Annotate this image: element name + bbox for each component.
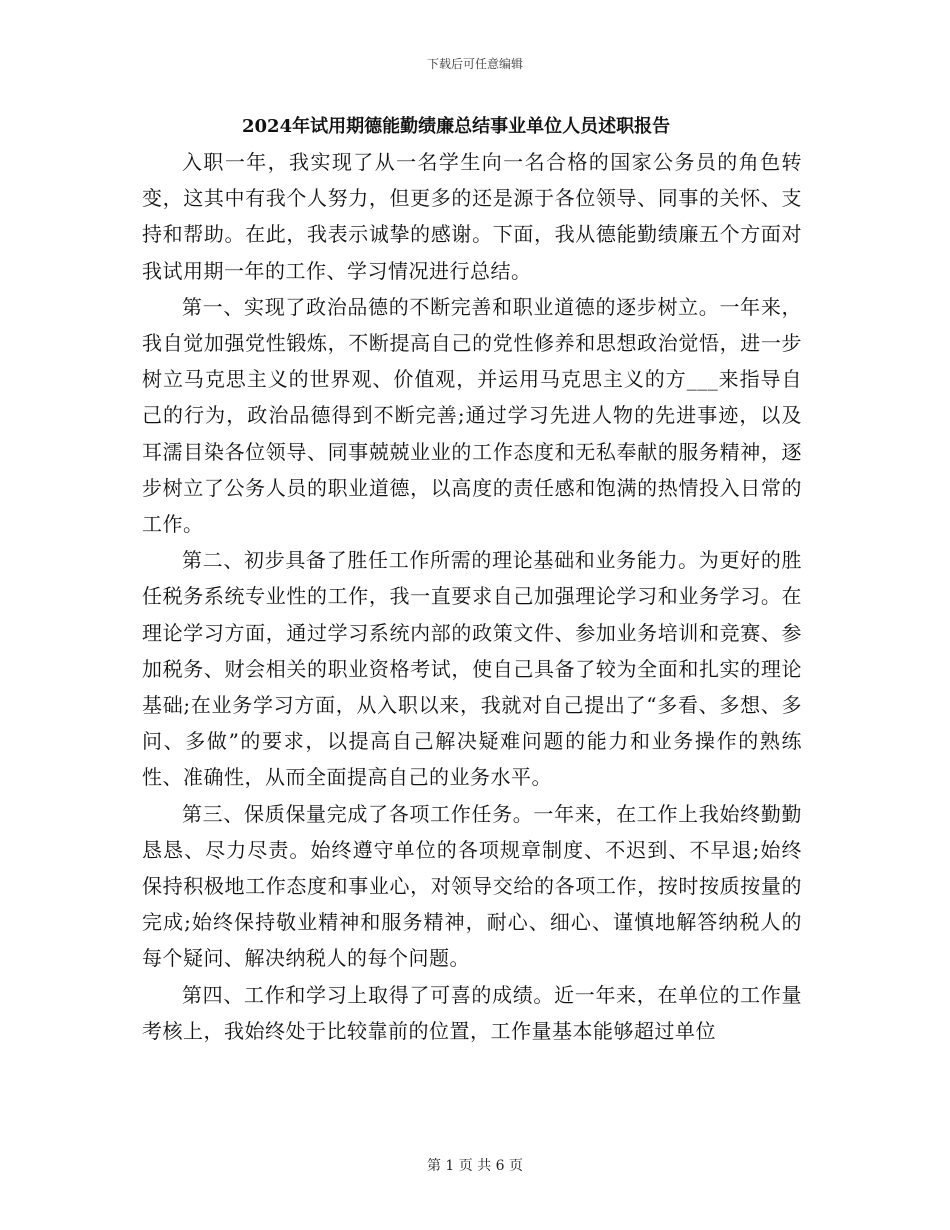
paragraph-section-4: 第四、工作和学习上取得了可喜的成绩。近一年来，在单位的工作量考核上，我始终处于比较靠前的位置，工作量基本能够超过单位: [142, 982, 802, 1043]
paragraph-section-1: 第一、实现了政治品德的不断完善和职业道德的逐步树立。一年来，我自觉加强党性锻炼，不断提高自己的党性修养和思想政治觉悟，进一步树立马克思主义的世界观、价值观，并运用马克思主义的方___来指导自己的行为，政治品德得到不断完善;通过学习先进人物的先进事迹，以及耳濡目染各位领导、同事兢兢业业的工作态度和无私奉献的服务精神，逐步树立了公务人员的职业道德，以高度的责任感和饱满的热情投入日常的工作。: [142, 294, 802, 537]
page-number: 第 1 页 共 6 页: [426, 1158, 524, 1174]
paragraph-section-2: 第二、初步具备了胜任工作所需的理论基础和业务能力。为更好的胜任税务系统专业性的工作，我一直要求自己加强理论学习和业务学习。在理论学习方面，通过学习系统内部的政策文件、参加业务培训和竞赛、参加税务、财会相关的职业资格考试，使自己具备了较为全面和扎实的理论基础;在业务学习方面，从入职以来，我就对自己提出了“多看、多想、多问、多做”的要求，以提高自己解决疑难问题的能力和业务操作的熟练性、准确性，从而全面提高自己的业务水平。: [142, 548, 802, 790]
document-title: 2024年试用期德能勤绩廉总结事业单位人员述职报告: [242, 116, 671, 137]
document-body: [142, 110, 802, 1049]
paragraph-intro: 入职一年，我实现了从一名学生向一名合格的国家公务员的角色转变，这其中有我个人努力，但更多的还是源于各位领导、同事的关怀、支持和帮助。在此，我表示诚挚的感谢。下面，我从德能勤绩廉五个方面对我试用期一年的工作、学习情况进行总结。: [142, 150, 802, 283]
paragraph-section-3: 第三、保质保量完成了各项工作任务。一年来，在工作上我始终勤勤恳恳、尽力尽责。始终遵守单位的各项规章制度、不迟到、不早退;始终保持积极地工作态度和事业心，对领导交给的各项工作，按时按质按量的完成;始终保持敬业精神和服务精神，耐心、细心、谨慎地解答纳税人的每个疑问、解决纳税人的每个问题。: [142, 801, 802, 971]
header-note: 下载后可任意编辑: [426, 57, 523, 71]
